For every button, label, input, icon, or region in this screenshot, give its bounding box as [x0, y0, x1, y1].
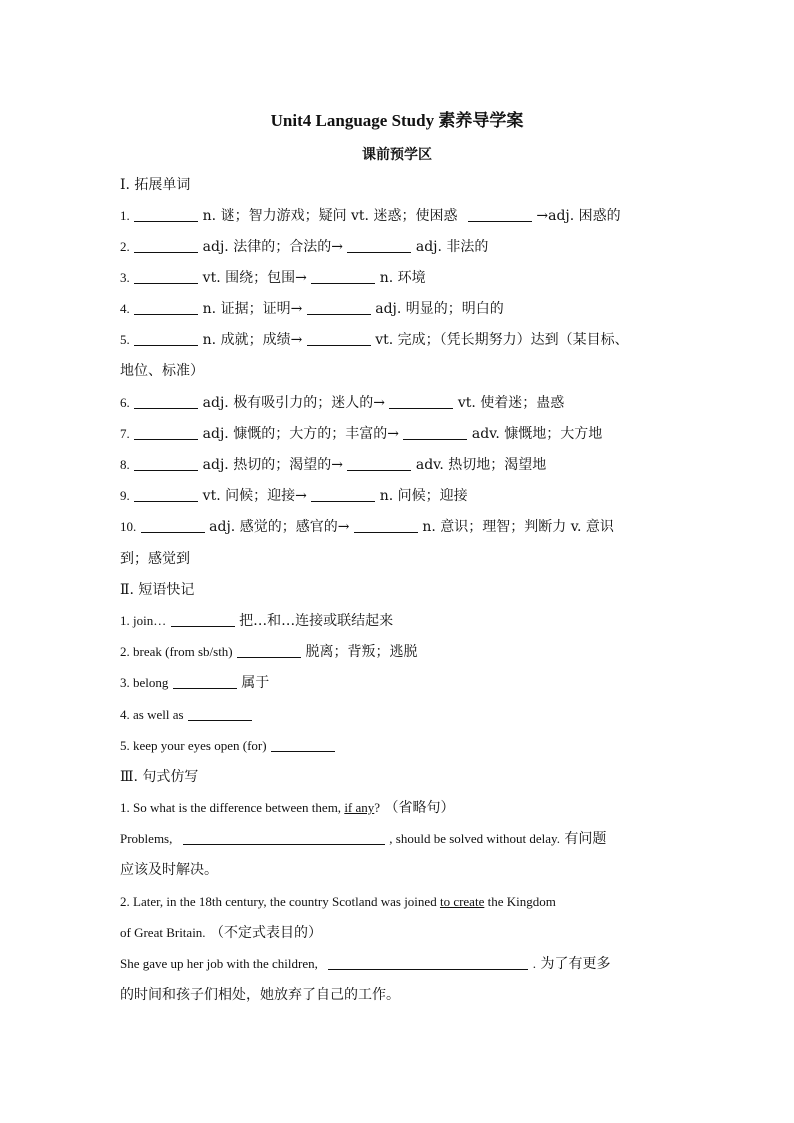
section2-heading: Ⅱ. 短语快记 — [120, 582, 195, 598]
sentence-q2-example: 2. Later, in the 18th century, the country Scotland was joined to create the Kingdom — [120, 894, 556, 909]
phrase-item-1: 1. join… 把…和…连接或联结起来 — [120, 613, 394, 629]
page-title: Unit4 Language Study 素养导学案 — [270, 111, 524, 130]
answer-blank[interactable] — [171, 612, 235, 627]
answer-blank[interactable] — [141, 518, 205, 533]
phrase-item-2: 2. break (from sb/sth) 脱离；背叛；逃脱 — [120, 644, 418, 660]
answer-blank-long[interactable] — [183, 830, 385, 845]
answer-blank[interactable] — [134, 425, 198, 440]
answer-blank[interactable] — [188, 706, 252, 721]
answer-blank[interactable] — [354, 518, 418, 533]
answer-blank[interactable] — [271, 737, 335, 752]
word-item-1: 1. n. 谜；智力游戏；疑问 vt. 迷惑；使困惑 →adj. 困惑的 — [120, 208, 621, 224]
answer-blank[interactable] — [134, 487, 198, 502]
answer-blank-long[interactable] — [328, 955, 528, 970]
answer-blank[interactable] — [311, 269, 375, 284]
word-item-7: 7. adj. 慷慨的；大方的；丰富的→ adv. 慷慨地；大方地 — [120, 426, 603, 442]
answer-blank[interactable] — [134, 300, 198, 315]
sentence-q2-exercise: She gave up her job with the children, . 为了有更多 — [120, 956, 611, 972]
phrase-item-3: 3. belong 属于 — [120, 675, 270, 691]
word-item-5-continued: 地位、标准） — [120, 363, 204, 379]
word-item-9: 9. vt. 问候；迎接→ n. 问候；迎接 — [120, 488, 468, 504]
answer-blank[interactable] — [134, 394, 198, 409]
sentence-q1-example: 1. So what is the difference between them, if any? （省略句） — [120, 800, 455, 816]
answer-blank[interactable] — [307, 331, 371, 346]
section3-heading: Ⅲ. 句式仿写 — [120, 769, 199, 785]
answer-blank[interactable] — [134, 238, 198, 253]
answer-blank[interactable] — [347, 238, 411, 253]
answer-blank[interactable] — [173, 674, 237, 689]
answer-blank[interactable] — [311, 487, 375, 502]
word-item-3: 3. vt. 围绕；包围→ n. 环境 — [120, 270, 426, 286]
word-item-10: 10. adj. 感觉的；感官的→ n. 意识；理智；判断力 v. 意识 — [120, 519, 614, 535]
phrase-item-4: 4. as well as — [120, 705, 690, 725]
section1-heading: Ⅰ. 拓展单词 — [120, 177, 191, 193]
answer-blank[interactable] — [347, 456, 411, 471]
sentence-q1-exercise: Problems, , should be solved without delay. 有问题 — [120, 831, 607, 847]
answer-blank[interactable] — [134, 207, 198, 222]
word-item-6: 6. adj. 极有吸引力的；迷人的→ vt. 使着迷；蛊惑 — [120, 395, 565, 411]
answer-blank[interactable] — [237, 643, 301, 658]
answer-blank[interactable] — [134, 269, 198, 284]
word-item-4: 4. n. 证据；证明→ adj. 明显的；明白的 — [120, 301, 504, 317]
answer-blank[interactable] — [134, 331, 198, 346]
answer-blank[interactable] — [389, 394, 453, 409]
answer-blank[interactable] — [134, 456, 198, 471]
answer-blank[interactable] — [403, 425, 467, 440]
page-subtitle: 课前预学区 — [362, 147, 432, 163]
word-item-5: 5. n. 成就；成绩→ vt. 完成；（凭长期努力）达到（某目标、 — [120, 332, 629, 348]
answer-blank[interactable] — [307, 300, 371, 315]
sentence-q1-translation: 应该及时解决。 — [120, 862, 218, 878]
answer-blank[interactable] — [468, 207, 532, 222]
word-item-2: 2. adj. 法律的；合法的→ adj. 非法的 — [120, 239, 489, 255]
word-item-8: 8. adj. 热切的；渴望的→ adv. 热切地；渴望地 — [120, 457, 547, 473]
underlined-phrase: to create — [439, 894, 485, 909]
sentence-q2-example-continued: of Great Britain. （不定式表目的） — [120, 925, 323, 941]
sentence-q2-translation: 的时间和孩子们相处，她放弃了自己的工作。 — [120, 987, 400, 1003]
word-item-10-continued: 到；感觉到 — [120, 551, 190, 567]
phrase-item-5: 5. keep your eyes open (for) — [120, 736, 690, 756]
underlined-phrase: if any — [344, 800, 375, 815]
